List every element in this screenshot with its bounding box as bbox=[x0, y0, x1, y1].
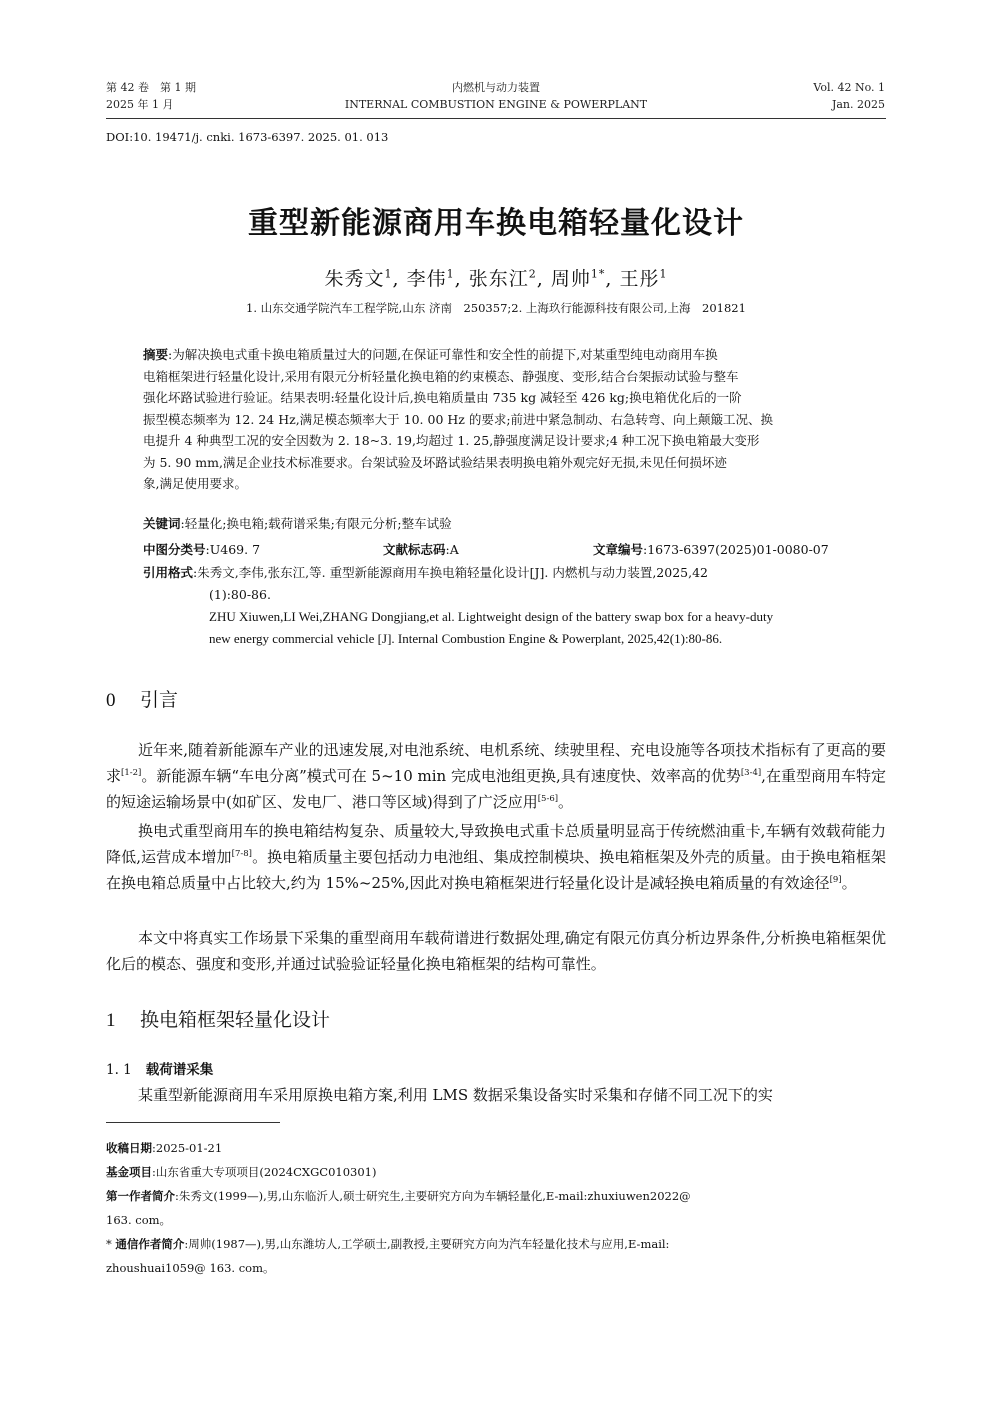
journal-volume-en: Vol. 42 No. 1 bbox=[813, 81, 885, 94]
classification-label: 中图分类号 bbox=[143, 542, 206, 557]
paper-title: 重型新能源商用车换电箱轻量化设计 bbox=[248, 206, 744, 241]
author-affil-mark: 1 bbox=[384, 267, 393, 281]
section-title: 引言 bbox=[140, 689, 179, 711]
citation-en: ZHU Xiuwen,LI Wei,ZHANG Dongjiang,et al. Lightweight design of the battery swap box for a heavy-duty bbox=[209, 609, 774, 624]
article-number-value: 1673-6397(2025)01-0080-07 bbox=[647, 542, 829, 557]
abstract-line: 为 5. 90 mm,满足企业技术标准要求。台架试验及坏路试验结果表明换电箱外观完好无损,未见任何损坏迹 bbox=[143, 454, 727, 470]
fund-info: 基金项目:山东省重大专项项目(2024CXGC010301) bbox=[106, 1165, 377, 1179]
author-affil-mark: 1 bbox=[659, 267, 668, 281]
corresponding-star: * bbox=[106, 1237, 112, 1251]
author-affil-mark: 1* bbox=[590, 267, 606, 281]
affiliations: 1. 山东交通学院汽车工程学院,山东 济南 250357;2. 上海玖行能源科技有限公司,上海 201821 bbox=[246, 301, 746, 315]
abstract-line: 摘要:为解决换电式重卡换电箱质量过大的问题,在保证可靠性和安全性的前提下,对某重型纯电动商用车换 bbox=[143, 347, 718, 362]
abstract-line: 电提升 4 种典型工况的安全因数为 2. 18~3. 19,均超过 1. 25,静强度满足设计要求;4 种工况下换电箱最大变形 bbox=[143, 433, 760, 448]
footnotes bbox=[106, 1136, 886, 1280]
footnote-rule bbox=[106, 1122, 280, 1123]
author-affil-mark: 2 bbox=[528, 267, 537, 281]
section-number: 1 bbox=[106, 1010, 116, 1031]
received-date: 收稿日期:2025-01-21 bbox=[106, 1141, 223, 1155]
journal-name-cn: 内燃机与动力装置 bbox=[452, 81, 540, 94]
journal-date-en: Jan. 2025 bbox=[831, 98, 885, 111]
citation-ref: [9] bbox=[829, 875, 842, 885]
author-separator: , bbox=[536, 268, 544, 290]
citation-en-cont: new energy commercial vehicle [J]. Internal Combustion Engine & Powerplant, 2025,42(1):80-86. bbox=[209, 631, 723, 646]
abstract-line: 振型模态频率为 12. 24 Hz,满足模态频率大于 10. 00 Hz 的要求;前进中紧急制动、右急转弯、向上颠簸工况、换 bbox=[143, 411, 774, 427]
citation-label: 引用格式 bbox=[143, 565, 194, 580]
document-code-label: 文献标志码 bbox=[383, 542, 446, 557]
abstract-line: 象,满足使用要求。 bbox=[143, 476, 247, 491]
author-name: 张东江 bbox=[468, 268, 529, 290]
journal-name-en: INTERNAL COMBUSTION ENGINE & POWERPLANT bbox=[344, 98, 648, 111]
article-number: 文章编号:1673-6397(2025)01-0080-07 bbox=[593, 542, 829, 557]
keywords-label: 关键词 bbox=[143, 516, 181, 531]
body-paragraph: 换电式重型商用车的换电箱结构复杂、质量较大,导致换电式重卡总质量明显高于传统燃油重卡,车辆有效载荷能力降低,运营成本增加[7-8]。换电箱质量主要包括动力电池组、集成控制模块、换电箱框架及外壳的质量。由于换电箱框架在换电箱总质量中占比较大,约为 15%~25%,因此对换电箱框架进行轻量化设计是减轻换电箱质量的有效途径[9]。 bbox=[106, 822, 886, 892]
document-code: 文献标志码:A bbox=[383, 542, 459, 557]
abstract-line: 电箱框架进行轻量化设计,采用有限元分析轻量化换电箱的约束模态、静强度、变形,结合台架振动试验与整车 bbox=[143, 368, 739, 384]
body-paragraph: 本文中将真实工作场景下采集的重型商用车载荷谱进行数据处理,确定有限元仿真分析边界条件,分析换电箱框架优化后的模态、强度和变形,并通过试验验证轻量化换电箱框架的结构可靠性。 bbox=[106, 929, 886, 973]
document-code-value: A bbox=[449, 542, 459, 557]
citation: 引用格式:朱秀文,李伟,张东江,等. 重型新能源商用车换电箱轻量化设计[J]. 内燃机与动力装置,2025,42 (1):80-86. ZHU Xiuwen,LI Wei,ZHANG Dongjiang,et al. Lightweight design of the battery swap box for a heavy-duty new energy commercial vehicle [J]. Internal Combustion Engine & Powerplant, 2025,42(1):80-86. bbox=[143, 562, 773, 650]
classification: 中图分类号:U469. 7 bbox=[143, 542, 261, 557]
corresponding-author-bio: * 通信作者简介:周帅(1987—),男,山东潍坊人,工学硕士,副教授,主要研究方向为汽车轻量化技术与应用,E-mail: bbox=[106, 1237, 670, 1251]
author-name: 周帅 bbox=[550, 268, 591, 290]
subsection-title: 载荷谱采集 bbox=[145, 1062, 214, 1078]
subsection-number: 1. 1 bbox=[106, 1062, 132, 1078]
doi: DOI:10. 19471/j. cnki. 1673-6397. 2025. 01. 013 bbox=[106, 130, 389, 144]
corresponding-author-bio-cont: zhoushuai1059@ 163. com。 bbox=[106, 1261, 275, 1275]
first-author-bio-cont: 163. com。 bbox=[106, 1213, 172, 1227]
author-list bbox=[0, 264, 992, 291]
citation-ref: [7-8] bbox=[231, 849, 252, 859]
body-paragraph: 某重型新能源商用车采用原换电箱方案,利用 LMS 数据采集设备实时采集和存储不同工况下的实 bbox=[138, 1086, 773, 1104]
journal-volume-issue: 第 42 卷 第 1 期 bbox=[106, 81, 196, 94]
citation-ref: [5-6] bbox=[537, 794, 559, 804]
citation-cn: 朱秀文,李伟,张东江,等. 重型新能源商用车换电箱轻量化设计[J]. 内燃机与动力装置,2025,42 bbox=[197, 565, 708, 580]
author-separator: , bbox=[454, 268, 462, 290]
citation-ref: [3-4] bbox=[740, 768, 762, 778]
author-affil-mark: 1 bbox=[446, 267, 455, 281]
abstract-line: 强化坏路试验进行验证。结果表明:轻量化设计后,换电箱质量由 735 kg 减轻至 426 kg;换电箱优化后的一阶 bbox=[143, 390, 742, 405]
keywords: 关键词:轻量化;换电箱;载荷谱采集;有限元分析;整车试验 bbox=[143, 516, 452, 531]
section-number: 0 bbox=[106, 690, 116, 711]
subsection-heading bbox=[106, 1058, 213, 1078]
journal-date: 2025 年 1 月 bbox=[106, 98, 174, 111]
abstract-label: 摘要 bbox=[143, 347, 169, 362]
author-separator: , bbox=[392, 268, 400, 290]
citation-ref: [1-2] bbox=[121, 768, 142, 778]
author-name: 李伟 bbox=[406, 268, 447, 290]
body-paragraph: 近年来,随着新能源车产业的迅速发展,对电池系统、电机系统、续驶里程、充电设施等各项技术指标有了更高的要求[1-2]。新能源车辆“车电分离”模式可在 5~10 min 完成电池组更换,具有速度快、效率高的优势[3-4],在重型商用车特定的短途运输场景中(如矿区、发电厂、港口等区域)得到了广泛应用[5-6]。 bbox=[106, 741, 886, 811]
section-title: 换电箱框架轻量化设计 bbox=[140, 1009, 331, 1031]
header-rule bbox=[106, 118, 886, 119]
citation-cn-cont: (1):80-86. bbox=[209, 587, 271, 602]
author-name: 王彤 bbox=[619, 268, 660, 290]
author-name: 朱秀文 bbox=[324, 268, 385, 290]
first-author-bio: 第一作者简介:朱秀文(1999—),男,山东临沂人,硕士研究生,主要研究方向为车辆轻量化,E-mail:zhuxiuwen2022@ bbox=[106, 1189, 691, 1203]
article-number-label: 文章编号 bbox=[593, 542, 644, 557]
author-separator: , bbox=[605, 268, 613, 290]
section-heading bbox=[106, 685, 178, 712]
abstract bbox=[143, 344, 851, 495]
keywords-value: 轻量化;换电箱;载荷谱采集;有限元分析;整车试验 bbox=[184, 516, 452, 531]
section-heading bbox=[106, 1005, 330, 1032]
classification-value: U469. 7 bbox=[209, 542, 261, 557]
